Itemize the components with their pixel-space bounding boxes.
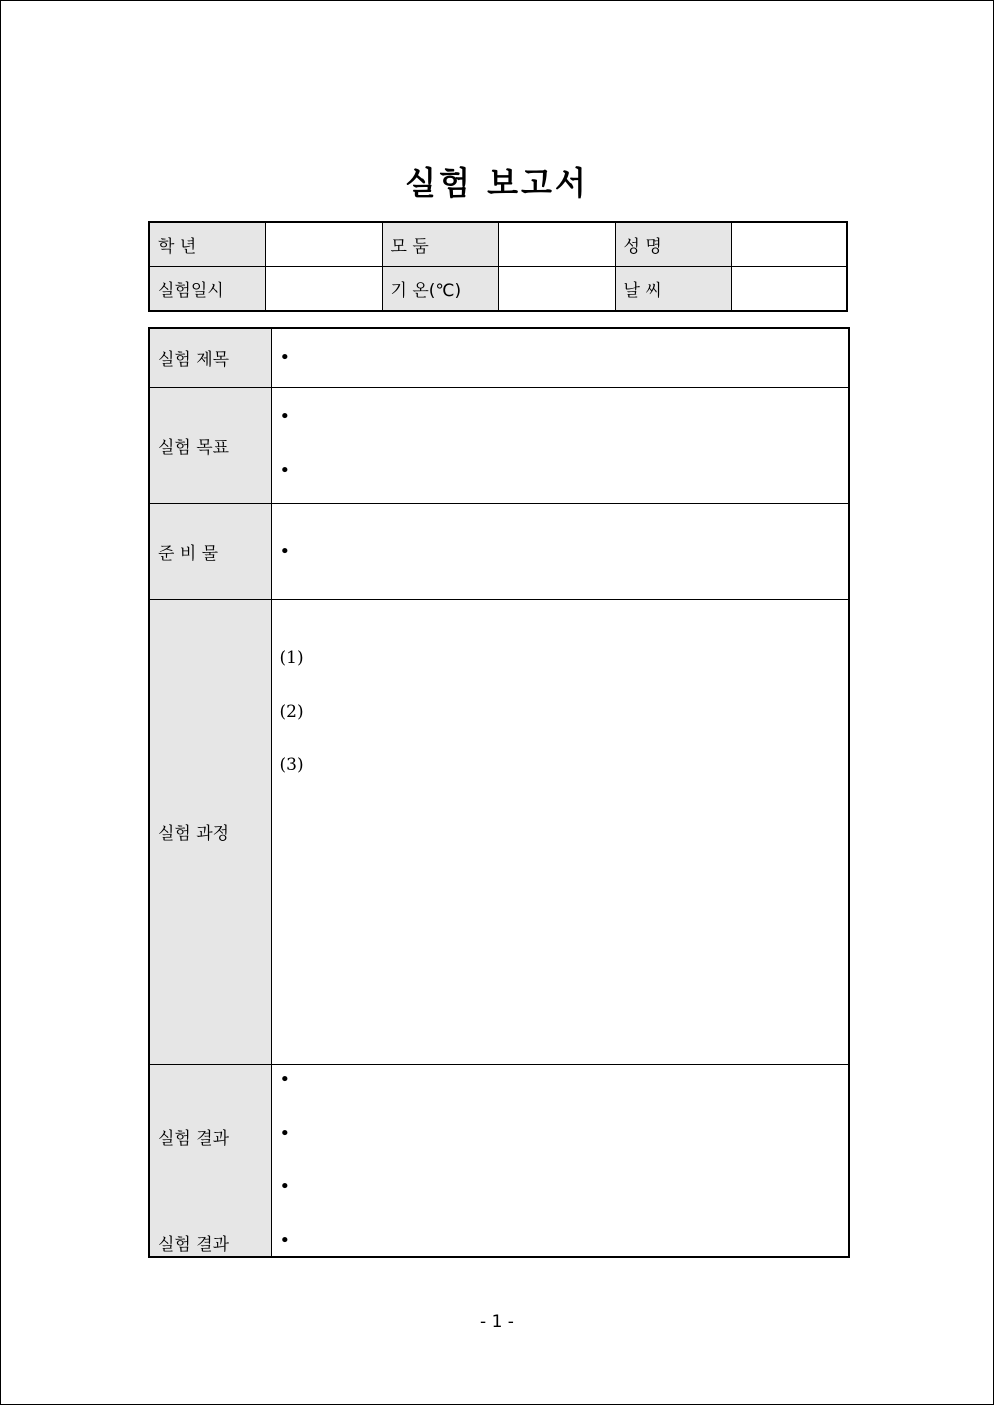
experiment-goal-label: 실험 목표 [149,387,271,503]
bullet: • [279,1068,291,1090]
experiment-title-label: 실험 제목 [149,328,271,387]
process-step: (2) [279,701,304,722]
experiment-goal-field[interactable] [271,387,849,503]
document-title: 실험 보고서 [405,164,589,202]
name-label: 성 명 [615,222,731,267]
experiment-result-field[interactable] [271,1064,849,1257]
datetime-label: 실험일시 [149,267,265,312]
temperature-field[interactable] [498,267,615,312]
experiment-result-label: 실험 결과 [158,1128,230,1149]
page-number: - 1 - [480,1312,514,1332]
materials-label: 준 비 물 [149,503,271,599]
grade-field[interactable] [265,222,382,267]
experiment-title-field[interactable] [271,328,849,387]
weather-field[interactable] [731,267,847,312]
bullet: • [279,1175,291,1197]
temperature-label: 기 온(℃) [382,267,498,312]
bullet: • [279,459,291,481]
group-field[interactable] [498,222,615,267]
experiment-result-label-cell [149,1064,271,1257]
experiment-process-field[interactable] [271,599,849,1064]
process-step: (1) [279,647,304,668]
experiment-process-label: 실험 과정 [149,599,271,1064]
bullet: • [279,405,291,427]
weather-label: 날 씨 [615,267,731,312]
grade-label: 학 년 [149,222,265,267]
group-label: 모 둠 [382,222,498,267]
process-step: (3) [279,754,304,775]
datetime-field[interactable] [265,267,382,312]
name-field[interactable] [731,222,847,267]
materials-field[interactable] [271,503,849,599]
bullet: • [279,540,291,562]
experiment-result-label-2: 실험 결과 [158,1234,230,1255]
report-table [148,327,850,1258]
bullet: • [279,347,291,368]
bullet: • [279,1122,291,1144]
info-table [148,221,848,312]
bullet: • [279,1229,291,1251]
